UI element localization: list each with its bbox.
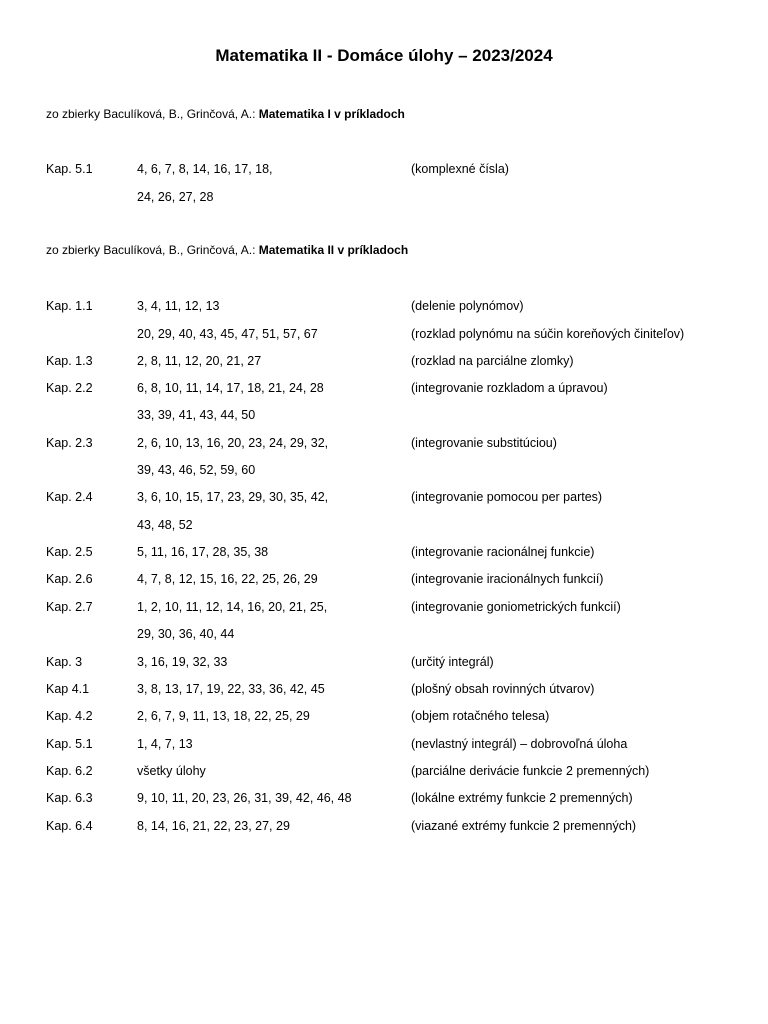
source-line-book-1 bbox=[46, 105, 405, 123]
exercise-list: 9, 10, 11, 20, 23, 26, 31, 39, 42, 46, 48 bbox=[137, 791, 352, 805]
table-row bbox=[0, 735, 768, 753]
exercise-list: 3, 6, 10, 15, 17, 23, 29, 30, 35, 42, bbox=[137, 490, 329, 504]
exercise-list: 39, 43, 46, 52, 59, 60 bbox=[137, 463, 256, 477]
topic-label: (plošný obsah rovinných útvarov) bbox=[411, 682, 595, 696]
exercise-list: 1, 2, 10, 11, 12, 14, 16, 20, 21, 25, bbox=[137, 600, 328, 614]
exercise-list: 3, 8, 13, 17, 19, 22, 33, 36, 42, 45 bbox=[137, 682, 325, 696]
topic-label: (objem rotačného telesa) bbox=[411, 709, 550, 723]
exercise-list: 4, 6, 7, 8, 14, 16, 17, 18, bbox=[137, 162, 273, 176]
chapter-label: Kap. 2.5 bbox=[46, 545, 93, 559]
table-row bbox=[0, 762, 768, 780]
table-row bbox=[0, 543, 768, 561]
exercise-list: 33, 39, 41, 43, 44, 50 bbox=[137, 408, 256, 422]
topic-label: (integrovanie pomocou per partes) bbox=[411, 490, 603, 504]
topic-label: (rozklad polynómu na súčin koreňových činiteľov) bbox=[411, 327, 685, 341]
chapter-label: Kap. 2.2 bbox=[46, 381, 93, 395]
table-row bbox=[0, 516, 768, 534]
exercise-list: 20, 29, 40, 43, 45, 47, 51, 57, 67 bbox=[137, 327, 318, 341]
source-prefix: zo zbierky Baculíková, B., Grinčová, A.: bbox=[46, 107, 259, 121]
chapter-label: Kap. 6.2 bbox=[46, 764, 93, 778]
source-line-book-2 bbox=[46, 241, 408, 259]
topic-label: (integrovanie iracionálnych funkcií) bbox=[411, 572, 604, 586]
table-row bbox=[0, 653, 768, 671]
exercise-list: 2, 6, 10, 13, 16, 20, 23, 24, 29, 32, bbox=[137, 436, 329, 450]
exercise-list: 3, 16, 19, 32, 33 bbox=[137, 655, 228, 669]
table-row bbox=[0, 488, 768, 506]
chapter-label: Kap. 2.7 bbox=[46, 600, 93, 614]
exercise-list: 5, 11, 16, 17, 28, 35, 38 bbox=[137, 545, 269, 559]
source-prefix: zo zbierky Baculíková, B., Grinčová, A.: bbox=[46, 243, 259, 257]
exercise-list: 3, 4, 11, 12, 13 bbox=[137, 299, 220, 313]
exercise-list: 8, 14, 16, 21, 22, 23, 27, 29 bbox=[137, 819, 290, 833]
chapter-label: Kap. 2.4 bbox=[46, 490, 93, 504]
topic-label: (určitý integrál) bbox=[411, 655, 494, 669]
exercise-list: 6, 8, 10, 11, 14, 17, 18, 21, 24, 28 bbox=[137, 381, 324, 395]
source-book-title: Matematika I v príkladoch bbox=[258, 107, 405, 121]
page-title: Matematika II - Domáce úlohy – 2023/2024 bbox=[215, 46, 553, 65]
chapter-label: Kap. 5.1 bbox=[46, 737, 93, 751]
topic-label: (delenie polynómov) bbox=[411, 299, 524, 313]
topic-label: (komplexné čísla) bbox=[411, 162, 509, 176]
table-row bbox=[0, 598, 768, 616]
exercise-list: 1, 4, 7, 13 bbox=[137, 737, 193, 751]
topic-label: (rozklad na parciálne zlomky) bbox=[411, 354, 574, 368]
table-row bbox=[0, 325, 768, 343]
source-book-title: Matematika II v príkladoch bbox=[258, 243, 409, 257]
exercise-list: 2, 6, 7, 9, 11, 13, 18, 22, 25, 29 bbox=[137, 709, 310, 723]
topic-label: (integrovanie racionálnej funkcie) bbox=[411, 545, 595, 559]
topic-label: (integrovanie substitúciou) bbox=[411, 436, 557, 450]
chapter-label: Kap. 4.2 bbox=[46, 709, 93, 723]
chapter-label: Kap. 6.3 bbox=[46, 791, 93, 805]
chapter-label: Kap 4.1 bbox=[46, 682, 90, 696]
topic-label: (lokálne extrémy funkcie 2 premenných) bbox=[411, 791, 633, 805]
exercise-list: 24, 26, 27, 28 bbox=[137, 190, 214, 204]
table-row bbox=[0, 406, 768, 424]
table-row bbox=[0, 625, 768, 643]
table-row bbox=[0, 817, 768, 835]
exercise-list: 2, 8, 11, 12, 20, 21, 27 bbox=[137, 354, 262, 368]
chapter-label: Kap. 2.6 bbox=[46, 572, 93, 586]
table-row bbox=[0, 434, 768, 452]
table-row bbox=[0, 789, 768, 807]
table-row bbox=[0, 570, 768, 588]
exercise-list: 43, 48, 52 bbox=[137, 518, 193, 532]
topic-label: (parciálne derivácie funkcie 2 premenných) bbox=[411, 764, 650, 778]
exercise-list: 4, 7, 8, 12, 15, 16, 22, 25, 26, 29 bbox=[137, 572, 318, 586]
exercise-list: všetky úlohy bbox=[137, 764, 206, 778]
table-row bbox=[0, 461, 768, 479]
chapter-label: Kap. 3 bbox=[46, 655, 83, 669]
table-row bbox=[0, 680, 768, 698]
topic-label: (viazané extrémy funkcie 2 premenných) bbox=[411, 819, 637, 833]
exercise-list: 29, 30, 36, 40, 44 bbox=[137, 627, 235, 641]
table-row bbox=[0, 379, 768, 397]
chapter-label: Kap. 6.4 bbox=[46, 819, 93, 833]
table-row bbox=[0, 297, 768, 315]
topic-label: (integrovanie goniometrických funkcií) bbox=[411, 600, 621, 614]
chapter-label: Kap. 1.1 bbox=[46, 299, 93, 313]
chapter-label: Kap. 1.3 bbox=[46, 354, 93, 368]
chapter-label: Kap. 2.3 bbox=[46, 436, 93, 450]
table-row bbox=[0, 160, 768, 178]
topic-label: (nevlastný integrál) – dobrovoľná úloha bbox=[411, 737, 628, 751]
table-row bbox=[0, 352, 768, 370]
table-row bbox=[0, 707, 768, 725]
table-row bbox=[0, 188, 768, 206]
chapter-label: Kap. 5.1 bbox=[46, 162, 93, 176]
topic-label: (integrovanie rozkladom a úpravou) bbox=[411, 381, 608, 395]
